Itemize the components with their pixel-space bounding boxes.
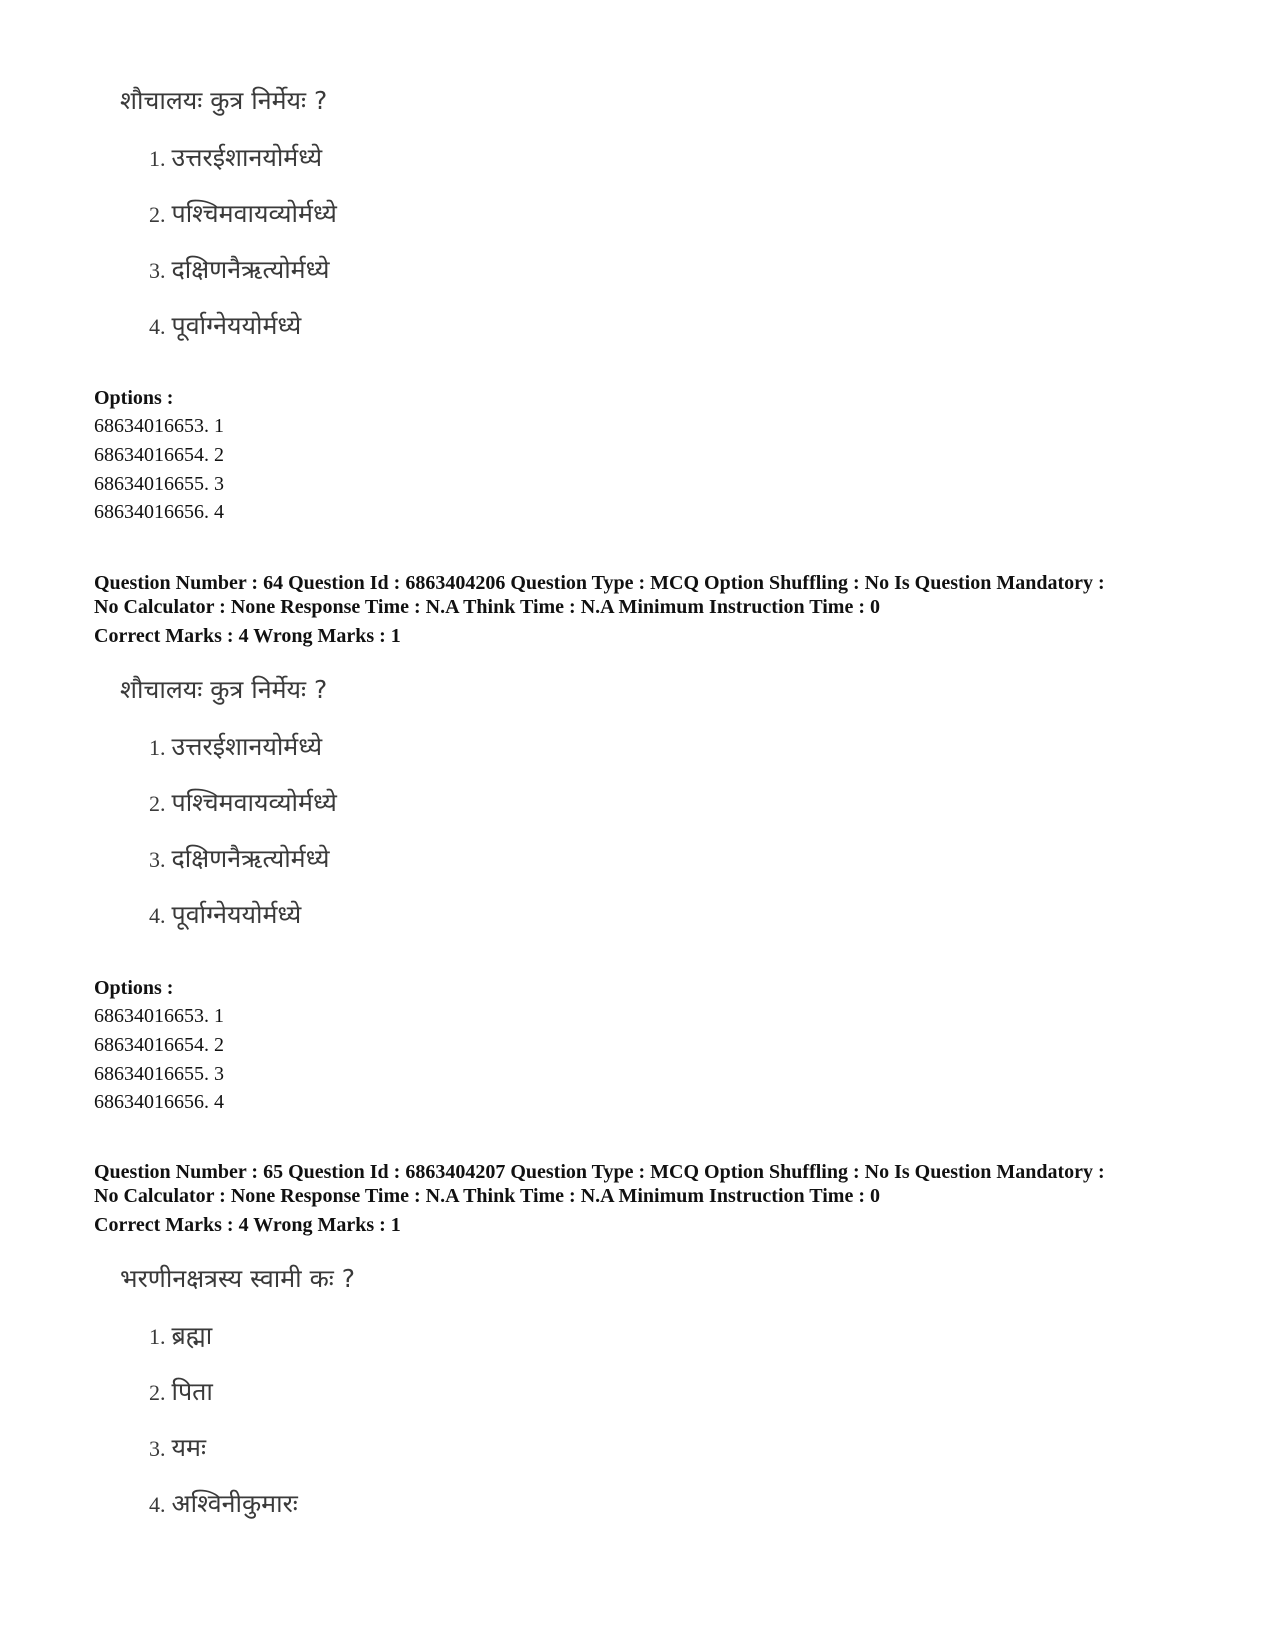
question-stem: भरणीनक्षत्रस्य स्वामी कः ?: [120, 1264, 356, 1293]
option-item: 68634016653. 1: [94, 1005, 224, 1027]
choice-text: दक्षिणनैऋत्योर्मध्ये: [171, 844, 330, 873]
choice-text: ब्रह्मा: [171, 1321, 213, 1350]
choice-number: 2.: [149, 202, 166, 227]
option-item: 68634016655. 3: [94, 1063, 224, 1085]
choice-text: पूर्वाग्नेययोर्मध्ये: [171, 311, 302, 340]
choice-text: पिता: [171, 1377, 213, 1406]
question-choice: [149, 143, 322, 174]
marks-line: Correct Marks : 4 Wrong Marks : 1: [94, 1214, 401, 1236]
question-choice: [149, 732, 322, 763]
question-choice: [149, 199, 337, 230]
question-choice: [149, 1377, 213, 1408]
choice-number: 1.: [149, 735, 166, 760]
choice-number: 4.: [149, 903, 166, 928]
choice-number: 4.: [149, 1492, 166, 1517]
choice-text: उत्तरईशानयोर्मध्ये: [171, 143, 323, 172]
question-meta-line: Question Number : 65 Question Id : 6863404207 Question Type : MCQ Option Shuffling : No Is Question Mandatory :: [94, 1161, 1105, 1183]
question-stem: शौचालयः कुत्र निर्मेयः ?: [120, 86, 328, 115]
question-choice: [149, 844, 330, 875]
choice-number: 1.: [149, 1324, 166, 1349]
question-meta-line: Question Number : 64 Question Id : 6863404206 Question Type : MCQ Option Shuffling : No Is Question Mandatory :: [94, 572, 1105, 594]
option-item: 68634016653. 1: [94, 415, 224, 437]
question-choice: [149, 255, 330, 286]
choice-number: 3.: [149, 258, 166, 283]
choice-text: यमः: [171, 1433, 207, 1462]
choice-number: 3.: [149, 847, 166, 872]
option-item: 68634016654. 2: [94, 1034, 224, 1056]
choice-text: दक्षिणनैऋत्योर्मध्ये: [171, 255, 330, 284]
question-choice: [149, 788, 337, 819]
choice-number: 4.: [149, 314, 166, 339]
choice-text: अश्विनीकुमारः: [171, 1489, 298, 1518]
question-meta-line: No Calculator : None Response Time : N.A Think Time : N.A Minimum Instruction Time : 0: [94, 596, 880, 618]
question-choice: [149, 1489, 298, 1520]
question-choice: [149, 1433, 206, 1464]
question-choice: [149, 900, 301, 931]
question-stem: शौचालयः कुत्र निर्मेयः ?: [120, 675, 328, 704]
choice-text: पश्चिमवायव्योर्मध्ये: [171, 788, 337, 817]
question-choice: [149, 1321, 212, 1352]
choice-number: 2.: [149, 791, 166, 816]
choice-number: 2.: [149, 1380, 166, 1405]
option-item: 68634016655. 3: [94, 473, 224, 495]
option-item: 68634016656. 4: [94, 1091, 224, 1113]
choice-text: उत्तरईशानयोर्मध्ये: [171, 732, 323, 761]
choice-text: पूर्वाग्नेययोर्मध्ये: [171, 900, 302, 929]
option-item: 68634016654. 2: [94, 444, 224, 466]
question-choice: [149, 311, 301, 342]
choice-text: पश्चिमवायव्योर्मध्ये: [171, 199, 337, 228]
options-label: Options :: [94, 977, 174, 999]
options-label: Options :: [94, 387, 174, 409]
option-item: 68634016656. 4: [94, 501, 224, 523]
question-meta-line: No Calculator : None Response Time : N.A Think Time : N.A Minimum Instruction Time : 0: [94, 1185, 880, 1207]
marks-line: Correct Marks : 4 Wrong Marks : 1: [94, 625, 401, 647]
choice-number: 1.: [149, 146, 166, 171]
choice-number: 3.: [149, 1436, 166, 1461]
